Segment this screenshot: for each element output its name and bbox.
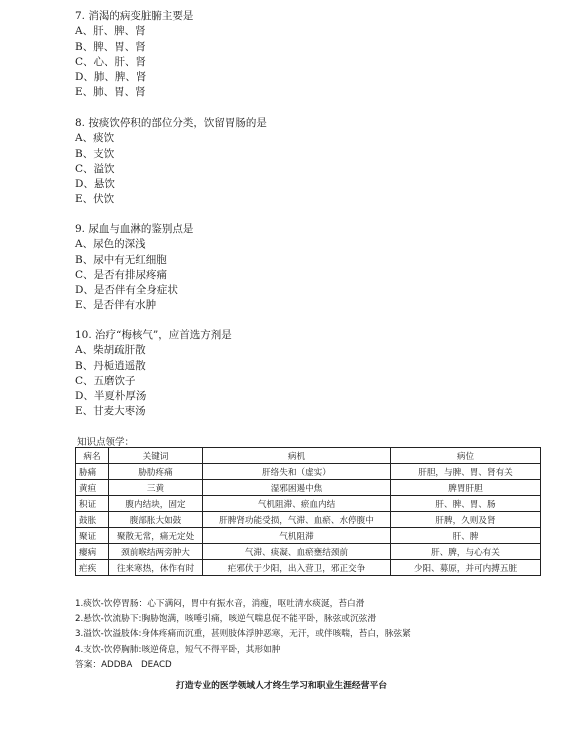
option-b: B、脾、胃、肾 — [75, 40, 146, 53]
table-row — [76, 512, 541, 528]
cell-keyword: 腹部胀大如鼓 — [109, 512, 203, 528]
option-b: B、支饮 — [75, 147, 115, 160]
knowledge-table — [75, 447, 541, 576]
note-item: 1.痰饮-饮停胃肠：心下满闷，胃中有振水音，消瘦，呕吐清水痰涎，苔白滑 — [75, 599, 365, 609]
note-item: 4.支饮-饮停胸肺:咳逆倚息，短气不得平卧，其形如肿 — [75, 644, 281, 655]
option-c: C、是否有排尿疼痛 — [75, 268, 168, 281]
header-location: 病位 — [391, 448, 541, 464]
option-c: C、溢饮 — [75, 162, 115, 175]
question-stem: 8. 按痰饮停积的部位分类，饮留胃肠的是 — [75, 117, 267, 129]
question-10 — [75, 328, 232, 420]
option-e: E、伏饮 — [75, 193, 115, 206]
cell-keyword: 颈前喉结两旁肿大 — [109, 544, 203, 560]
cell-disease: 疟疾 — [76, 560, 109, 576]
option-b: B、尿中有无红细胞 — [75, 253, 167, 266]
table-row — [76, 544, 541, 560]
header-disease: 病名 — [76, 448, 109, 464]
cell-pathogenesis: 疟邪伏于少阳，出入营卫，邪正交争 — [203, 560, 391, 576]
cell-location: 脾胃肝胆 — [391, 480, 541, 496]
option-e: E、是否伴有水肿 — [75, 299, 157, 312]
option-e: E、甘麦大枣汤 — [75, 405, 146, 418]
option-d: D、是否伴有全身症状 — [75, 284, 178, 297]
option-c: C、五磨饮子 — [75, 374, 136, 387]
question-stem: 10. 治疗“梅核气”，应首选方剂是 — [75, 329, 232, 341]
table-header-row — [76, 448, 541, 464]
page-footer: 打造专业的医学领域人才终生学习和职业生涯经营平台 — [175, 681, 388, 691]
cell-location: 肝脾，久则及肾 — [391, 512, 541, 528]
cell-keyword: 胁肋疼痛 — [109, 464, 203, 480]
option-a: A、尿色的深浅 — [75, 238, 146, 251]
option-d: D、肺、脾、肾 — [75, 71, 147, 84]
question-8 — [75, 116, 267, 208]
cell-disease: 胁痛 — [76, 464, 109, 480]
cell-keyword: 往来寒热，休作有时 — [109, 560, 203, 576]
option-a: A、痰饮 — [75, 132, 115, 145]
cell-pathogenesis: 肝脾肾功能受损，气滞、血瘀、水停腹中 — [203, 512, 391, 528]
option-e: E、肺、胃、肾 — [75, 86, 146, 99]
table-row — [76, 560, 541, 576]
cell-disease: 黄疸 — [76, 480, 109, 496]
cell-disease: 鼓胀 — [76, 512, 109, 528]
question-9 — [75, 222, 193, 314]
cell-pathogenesis: 湿邪困遏中焦 — [203, 480, 391, 496]
question-7 — [75, 9, 193, 101]
option-a: A、柴胡疏肝散 — [75, 344, 146, 357]
cell-pathogenesis: 气机阻滞 — [203, 528, 391, 544]
option-a: A、肝、脾、肾 — [75, 25, 146, 38]
cell-keyword: 腹内结块，固定 — [109, 496, 203, 512]
header-keyword: 关键词 — [109, 448, 203, 464]
cell-keyword: 聚散无常，痛无定处 — [109, 528, 203, 544]
table-row — [76, 480, 541, 496]
cell-location: 肝、脾，与心有关 — [391, 544, 541, 560]
header-pathogenesis: 病机 — [203, 448, 391, 464]
cell-disease: 瘿病 — [76, 544, 109, 560]
cell-pathogenesis: 气滞、痰凝、血瘀壅结颈前 — [203, 544, 391, 560]
cell-location: 少阳、募原，并可内搏五脏 — [391, 560, 541, 576]
option-b: B、丹栀逍遥散 — [75, 359, 146, 372]
cell-pathogenesis: 肝络失和（虚实） — [203, 464, 391, 480]
cell-disease: 聚证 — [76, 528, 109, 544]
notes-list — [75, 597, 411, 658]
cell-location: 肝胆，与脾、胃、肾有关 — [391, 464, 541, 480]
cell-disease: 积证 — [76, 496, 109, 512]
question-stem: 7. 消渴的病变脏腑主要是 — [75, 10, 194, 22]
note-item: 2.悬饮-饮流胁下:胸胁饱满，咳唾引痛，咳逆气喘息促不能平卧，脉弦或沉弦滑 — [75, 614, 377, 625]
option-d: D、悬饮 — [75, 178, 115, 191]
question-stem: 9. 尿血与血淋的鉴别点是 — [75, 223, 194, 235]
note-item: 3.溢饮-饮溢肢体:身体疼痛而沉重，甚则肢体浮肿恶寒，无汗，或伴咳喘，苔白，脉弦紧 — [75, 629, 411, 640]
table-row — [76, 528, 541, 544]
cell-location: 肝、脾 — [391, 528, 541, 544]
cell-location: 肝、脾、胃、肠 — [391, 496, 541, 512]
knowledge-title: 知识点领学： — [77, 437, 135, 448]
cell-pathogenesis: 气机阻滞、瘀血内结 — [203, 496, 391, 512]
answer-key: 答案：ADDBA DEACD — [75, 660, 172, 670]
table-row — [76, 496, 541, 512]
table-row — [76, 464, 541, 480]
cell-keyword: 三黄 — [109, 480, 203, 496]
option-c: C、心、肝、肾 — [75, 55, 147, 68]
option-d: D、半夏朴厚汤 — [75, 390, 147, 403]
